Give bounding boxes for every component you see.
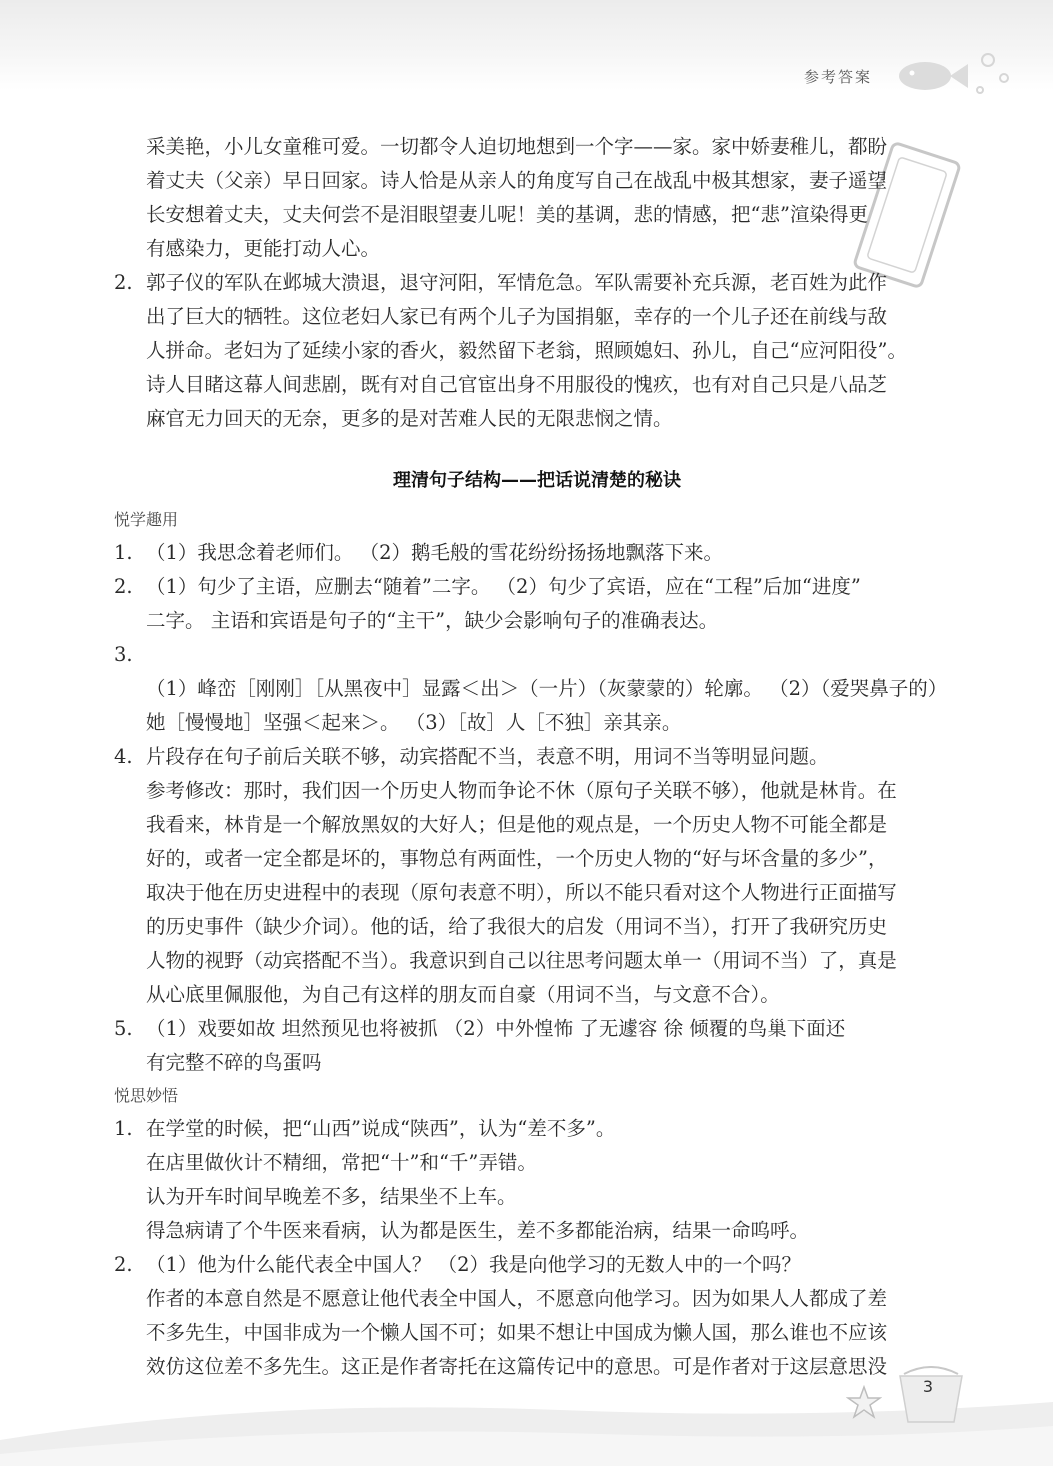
item-text: （1）句少了主语，应删去“随着”二字。 （2）句少了宾语，应在“工程”后加“进度” bbox=[146, 575, 861, 598]
item-line: 从心底里佩服他，为自己有这样的朋友而自豪（用词不当，与文意不合）。 bbox=[146, 983, 780, 1006]
starfish-icon bbox=[846, 1385, 882, 1421]
item-line: 得急病请了个牛医来看病，认为都是医生，差不多都能治病，结果一命呜呼。 bbox=[146, 1219, 810, 1242]
item-number: 2. bbox=[114, 271, 133, 294]
item-number: 1. bbox=[114, 541, 133, 564]
item-text: （1）我思念着老师们。 （2）鹅毛般的雪花纷纷扬扬地飘落下来。 bbox=[146, 541, 724, 564]
intro-paragraph-line: 采美艳，小儿女童稚可爱。一切都令人迫切地想到一个字——家。家中娇妻稚儿，都盼 bbox=[146, 135, 888, 158]
item-line: 作者的本意自然是不愿意让他代表全中国人，不愿意向他学习。因为如果人人都成了差 bbox=[146, 1287, 888, 1310]
subsection-heading: 悦思妙悟 bbox=[114, 1086, 179, 1105]
item-number: 1. bbox=[114, 1117, 133, 1140]
item-line: 出了巨大的牺牲。这位老妇人家已有两个儿子为国捐躯，幸存的一个儿子还在前线与敌 bbox=[146, 305, 888, 328]
item-line: 参考修改：那时，我们因一个历史人物而争论不休（原句子关联不够），他就是林肯。在 bbox=[146, 779, 897, 802]
list-item bbox=[114, 1012, 944, 1046]
item-line: 的历史事件（缺少介词）。他的话，给了我很大的启发（用词不当），打开了我研究历史 bbox=[146, 915, 888, 938]
item-line: 她［慢慢地］坚强＜起来＞。 （3）［故］人［不独］亲其亲。 bbox=[146, 711, 682, 734]
list-item bbox=[114, 266, 944, 300]
item-text: 郭子仪的军队在邺城大溃退，退守河阳，军情危急。军队需要补充兵源，老百姓为此作 bbox=[146, 271, 888, 294]
item-line: 人拼命。老妇为了延续小家的香火，毅然留下老翁，照顾媳妇、孙儿，自己“应河阳役”。 bbox=[146, 339, 907, 362]
item-text: 片段存在句子前后关联不够，动宾搭配不当，表意不明，用词不当等明显问题。 bbox=[146, 745, 829, 768]
item-text: （1）峰峦［刚刚］［从黑夜中］显露＜出＞（一片）（灰蒙蒙的）轮廓。 （2）（爱哭鼻子的） bbox=[146, 677, 948, 700]
answer-body bbox=[114, 130, 948, 1384]
list-item bbox=[114, 570, 944, 604]
item-number: 3. bbox=[114, 643, 133, 666]
item-number: 2. bbox=[114, 1253, 133, 1276]
item-line: 在店里做伙计不精细，常把“十”和“千”弄错。 bbox=[146, 1151, 537, 1174]
item-line: 不多先生，中国非成为一个懒人国不可；如果不想让中国成为懒人国，那么谁也不应该 bbox=[146, 1321, 888, 1344]
subsection-heading: 悦学趣用 bbox=[114, 510, 179, 529]
intro-paragraph-line: 长安想着丈夫，丈夫何尝不是泪眼望妻儿呢！美的基调，悲的情感，把“悲”渲染得更 bbox=[146, 203, 868, 226]
list-item bbox=[114, 1248, 944, 1282]
item-number: 4. bbox=[114, 745, 133, 768]
list-item bbox=[114, 740, 944, 774]
item-line: 二字。 主语和宾语是句子的“主干”，缺少会影响句子的准确表达。 bbox=[146, 609, 719, 632]
item-line: 取决于他在历史进程中的表现（原句表意不明），所以不能只看对这个人物进行正面描写 bbox=[146, 881, 897, 904]
section-title: 理清句子结构——把话说清楚的秘诀 bbox=[393, 470, 681, 491]
item-line: 认为开车时间早晚差不多，结果坐不上车。 bbox=[146, 1185, 517, 1208]
item-text: （1）他为什么能代表全中国人？ （2）我是向他学习的无数人中的一个吗？ bbox=[146, 1253, 802, 1276]
item-line: 麻官无力回天的无奈，更多的是对苦难人民的无限悲悯之情。 bbox=[146, 407, 673, 430]
list-item bbox=[114, 638, 948, 706]
item-line: 好的，或者一定全都是坏的，事物总有两面性，一个历史人物的“好与坏含量的多少”， bbox=[146, 847, 888, 870]
list-item bbox=[114, 1112, 944, 1146]
intro-paragraph-line: 着丈夫（父亲）早日回家。诗人恰是从亲人的角度写自己在战乱中极其想家，妻子遥望 bbox=[146, 169, 888, 192]
header-label: 参考答案 bbox=[804, 68, 873, 86]
list-item bbox=[114, 536, 944, 570]
item-text: （1）戏要如故 坦然预见也将被抓 （2）中外惶怖 了无遽容 徐 倾覆的鸟巢下面还 bbox=[146, 1017, 846, 1040]
page-number: 3 bbox=[922, 1377, 934, 1396]
item-number: 2. bbox=[114, 575, 133, 598]
item-text: 在学堂的时候，把“山西”说成“陕西”，认为“差不多”。 bbox=[146, 1117, 616, 1140]
item-line: 诗人目睹这幕人间悲剧，既有对自己官宦出身不用服役的愧疚，也有对自己只是八品芝 bbox=[146, 373, 888, 396]
item-line: 效仿这位差不多先生。这正是作者寄托在这篇传记中的意思。可是作者对于这层意思没 bbox=[146, 1355, 888, 1378]
fish-decoration-icon bbox=[880, 48, 1030, 103]
item-line: 人物的视野（动宾搭配不当）。我意识到自己以往思考问题太单一（用词不当）了，真是 bbox=[146, 949, 897, 972]
item-line: 有完整不碎的鸟蛋吗 bbox=[146, 1051, 322, 1074]
item-number: 5. bbox=[114, 1017, 133, 1040]
item-line: 我看来，林肯是一个解放黑奴的大好人；但是他的观点是，一个历史人物不可能全都是 bbox=[146, 813, 888, 836]
intro-paragraph-line: 有感染力，更能打动人心。 bbox=[146, 237, 381, 260]
